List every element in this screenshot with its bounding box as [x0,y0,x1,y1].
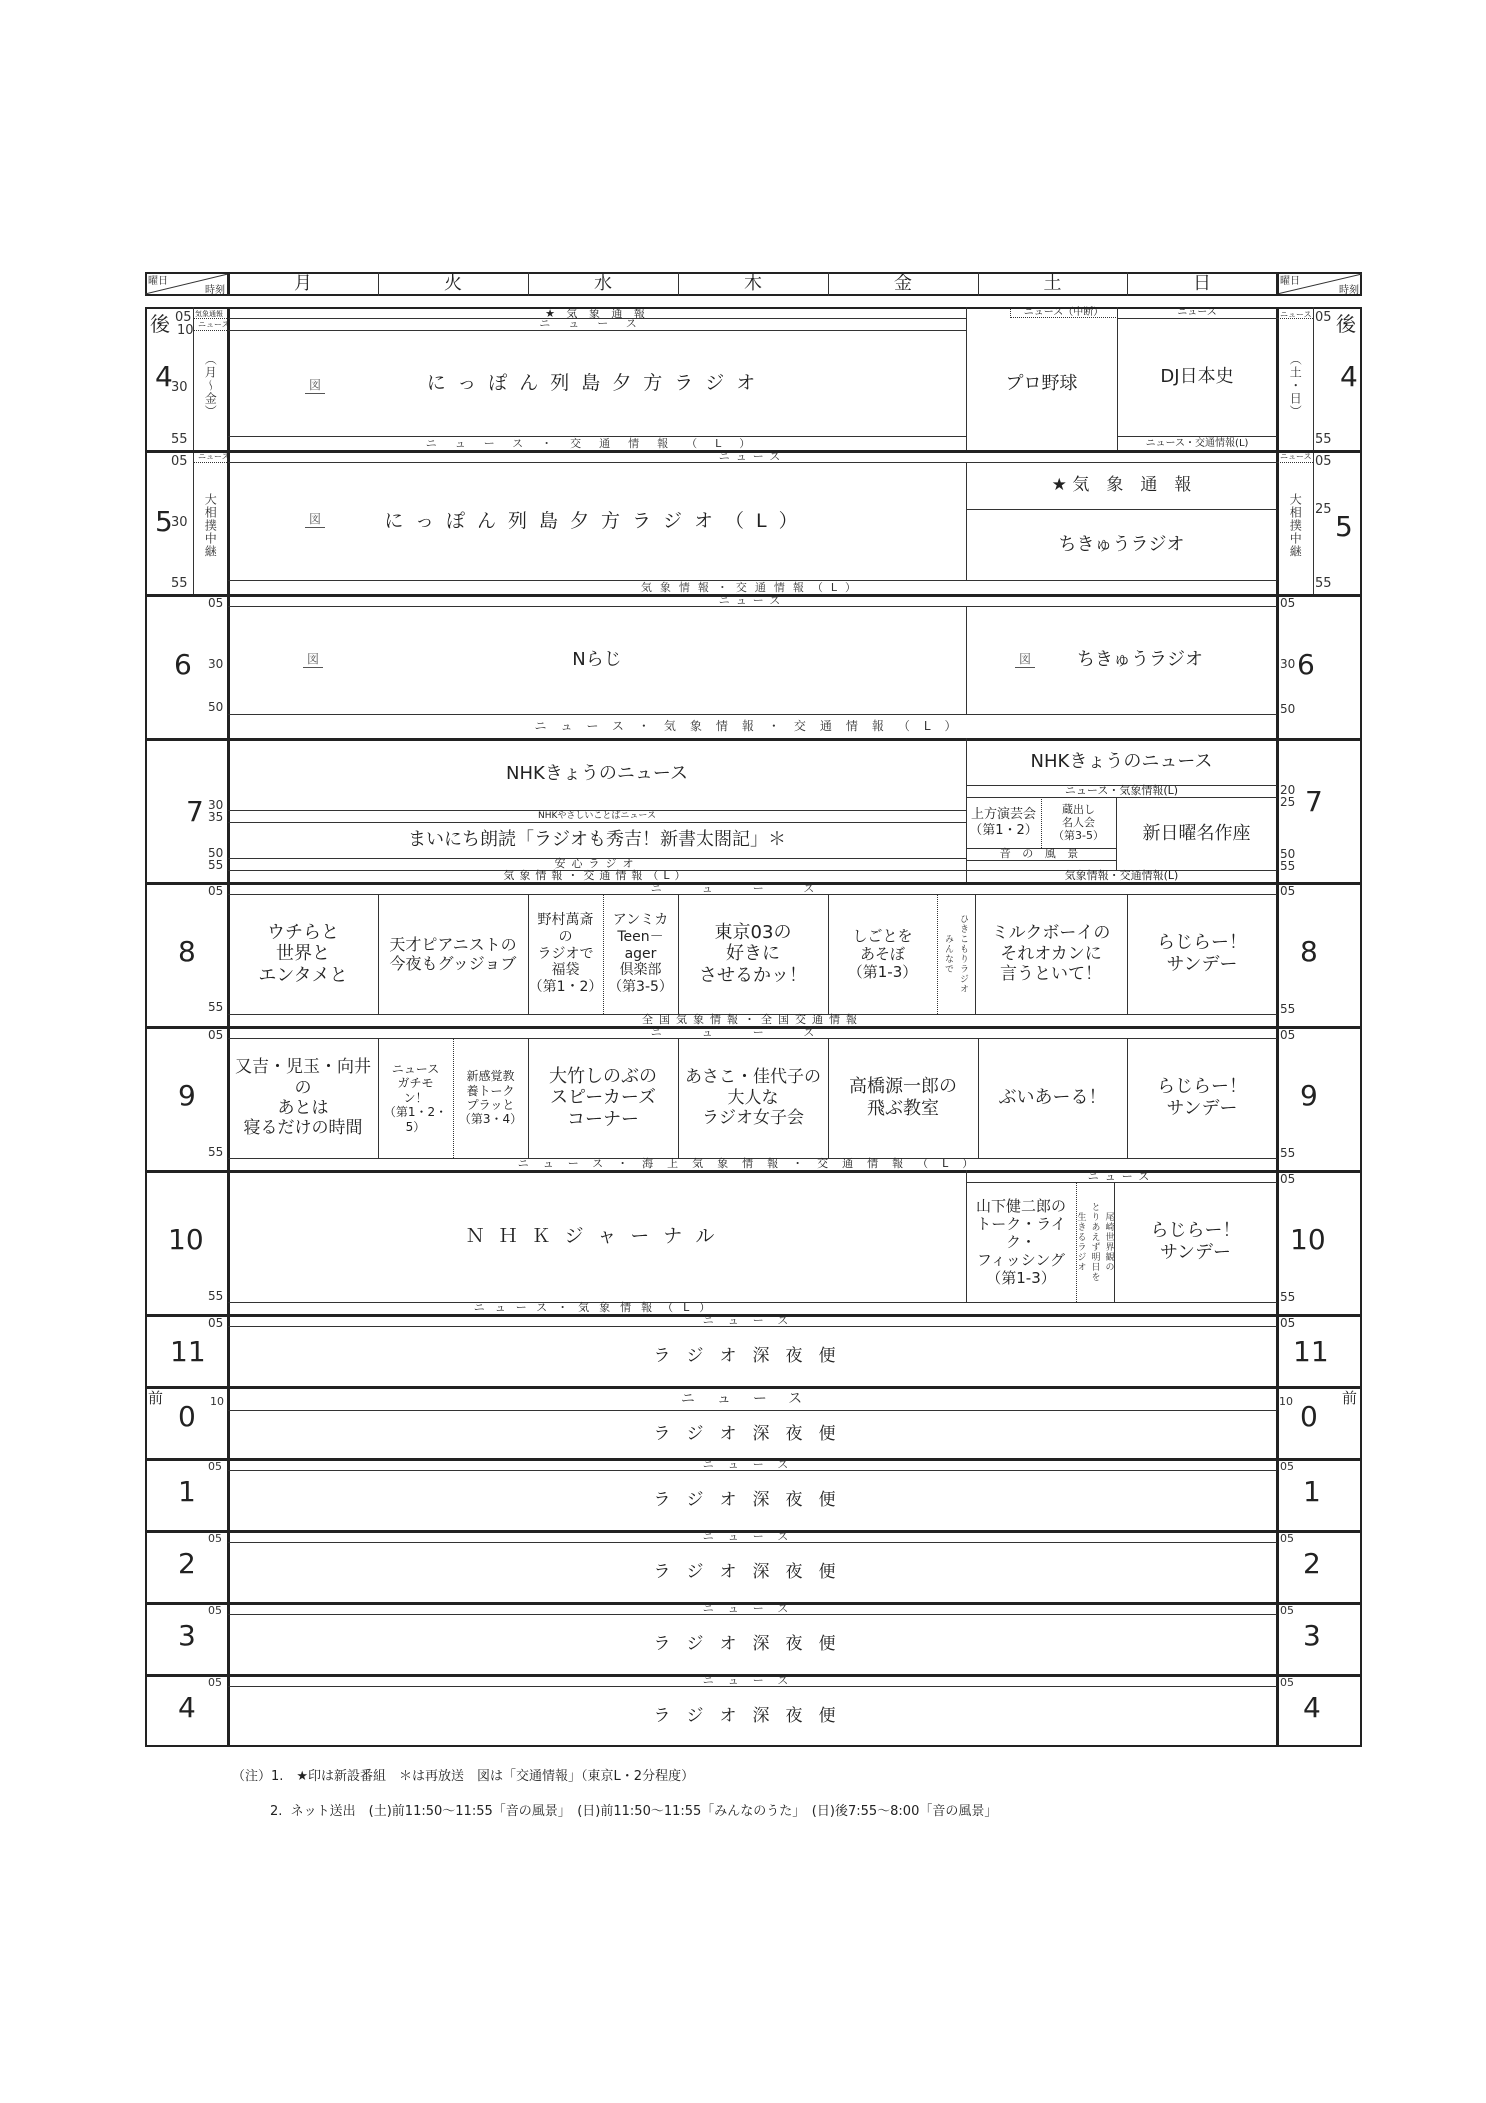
news-label: ニュース [198,452,230,461]
program-news-gachimon: ニュース ガチモ ン！ （第1・2・5） [383,1062,448,1134]
minute-label: 50 [208,700,224,714]
program-n-raji: Nらじ [572,649,622,671]
hour-label-1: 1 [178,1475,196,1508]
minute-label: 55 [208,858,224,872]
program-easy-news: NHKやさしいことばニュース [538,810,656,821]
program-kuradashi-meijinkai: 蔵出し 名人会 （第3-5） [1053,802,1104,843]
news-1: ニュース [702,1457,803,1471]
minute-label: 30 [208,798,224,812]
weekend-weather-report: ★ 気 象 通 報 [1051,475,1192,496]
traffic-info-icon: 図 [305,510,325,528]
minute-label: 05 [175,310,192,325]
minute-label: 25 [1315,502,1332,517]
minute-label: 05 [208,1532,222,1545]
minute-label: 30 [171,380,188,395]
program-oto-no-fukei: 音 の 風 景 [999,847,1083,861]
weather-traffic-5: 気象情報・交通情報（L） [640,580,865,594]
hour-label-11: 11 [170,1335,206,1368]
hour-label-6-right: 6 [1297,648,1315,681]
program-anshin-radio: 安心ラジオ [554,857,640,871]
program-radio-shinyabin-4: ラジオ深夜便 [653,1705,852,1726]
news-label: ニュース [1280,452,1312,461]
hour-label-3: 3 [178,1619,196,1652]
sun-news-traffic: ニュース・交通情報(L) [1145,437,1249,449]
program-nhk-kyo-news-weekend: NHKきょうのニュース [1030,750,1213,772]
weekday-news-traffic: ニュース・交通情報（L） [425,436,769,450]
program-takahashi-genichiro: 高橋源一郎の 飛ぶ教室 [849,1076,957,1119]
program-matayoshi-kodama-mukai: 又吉・児玉・向井 の あとは 寝るだけの時間 [235,1057,371,1139]
day-header-sun: 日 [1193,273,1211,295]
program-shigoto-wo-asobo: しごとを あそぼ （第1-3） [847,927,918,981]
program-milkboy: ミルクボーイの それオカンに 言うといて！ [991,923,1111,985]
minute-label: 55 [1280,1146,1296,1160]
traffic-info-icon: 図 [303,650,323,668]
hour-label-4-right: 4 [1340,360,1358,393]
minute-label: 05 [1280,884,1296,898]
hour-label-2: 2 [178,1547,196,1580]
weather-traffic-7-weekend: 気象情報・交通情報(L) [1064,869,1179,883]
program-radio-shinyabin-2: ラジオ深夜便 [653,1561,852,1582]
minute-label: 05 [208,1316,224,1330]
hour-label-4: 4 [155,360,173,393]
minute-label: 55 [171,432,188,447]
news-0: ニュース [680,1390,825,1407]
news-2: ニュース [702,1529,803,1543]
minute-label: 05 [1280,1028,1296,1042]
hour-label-2-right: 2 [1303,1547,1321,1580]
program-radio-shinyabin-3: ラジオ深夜便 [653,1633,852,1654]
day-header-mon: 月 [294,273,312,295]
weekday-weather-label: 気象通報 [195,310,223,318]
news-weather-traffic-6: ニュース・気象情報・交通情報（L） [534,718,971,733]
minute-label: 05 [1280,1172,1296,1186]
day-header-thu: 木 [744,273,762,295]
program-chikyu-radio-5: ちきゅうラジオ [1058,533,1185,555]
hour-label-10-right: 10 [1290,1223,1326,1256]
program-rajira-sunday-10: らじらー！ サンデー [1150,1220,1241,1263]
program-chikyu-radio-6: ちきゅうラジオ [1077,649,1203,671]
hour-label-8-right: 8 [1300,935,1318,968]
minute-label: 05 [208,884,224,898]
minute-label: 55 [208,1289,224,1303]
minute-label: 30 [208,657,224,671]
program-rajira-sunday-8: らじらー！ サンデー [1157,932,1247,975]
hour-label-10: 10 [168,1223,204,1256]
minute-label: 05 [1315,454,1332,469]
program-title-part: 尾崎世界観の [1103,1212,1114,1272]
news-6: ニュース [718,593,787,607]
minute-label: 55 [171,576,188,591]
program-nhk-journal: ＮＨＫジャーナル [465,1224,729,1247]
weather-traffic-7-weekday: 気象情報・交通情報（L） [503,869,691,883]
minute-label: 05 [208,1460,222,1473]
day-header-sat: 土 [1043,273,1062,295]
weekday-news: ニュース [539,317,655,331]
minute-label: 50 [208,846,224,860]
program-mainichi-rodoku: まいにち朗読「ラジオも秀吉！新書太閤記」＊ [408,829,786,851]
program-radio-shinyabin-11: ラジオ深夜便 [653,1345,852,1366]
hour-label-4am-right: 4 [1303,1691,1321,1724]
hour-label-8: 8 [178,935,196,968]
traffic-info-icon: 図 [305,376,325,394]
corner-label-time: 時刻 [205,285,225,296]
program-nomura-mansai: 野村萬斎 の ラジオで 福袋 （第1・2） [528,912,603,996]
minute-label: 30 [1280,657,1296,671]
traffic-info-icon: 図 [1015,650,1035,668]
minute-label: 05 [1280,1532,1294,1545]
corner-cell-left [145,272,228,296]
news-5: ニュース [718,449,787,463]
sumo-broadcast-right: 大相撲中継 [1288,492,1303,558]
minute-label: 55 [208,1145,224,1159]
news-9: ニュース [650,1025,855,1039]
minute-label: 05 [1280,596,1296,610]
program-kamigata-engeikai: 上方演芸会 （第1・2） [969,806,1038,838]
hour-label-4-am: 4 [178,1691,196,1724]
program-title-part: ひきこもりラジオ [958,914,968,994]
news-10-weekend: ニュース [1087,1169,1156,1183]
am-label-left: 前 [148,1389,164,1407]
minute-label: 05 [208,1028,224,1042]
hour-label-11-right: 11 [1293,1335,1329,1368]
minute-label: 35 [208,810,224,824]
minute-label: 05 [1280,1604,1294,1617]
hour-label-3-right: 3 [1303,1619,1321,1652]
corner-cell-right [1277,272,1362,296]
program-title-part: とりあえず明日を [1089,1202,1100,1282]
program-shinkankaku-kyoyo-talk: 新感覚教 養トーク プラッと （第3・4） [458,1069,523,1127]
national-weather-traffic-8: 全国気象情報・全国交通情報 [642,1013,863,1027]
hour-label-0: 0 [178,1400,196,1433]
program-shin-nichiyo-meisakuza: 新日曜名作座 [1142,822,1251,844]
minute-label: 55 [208,1000,224,1014]
weekend-news-label: ニュース [1280,310,1312,319]
hour-label-7: 7 [186,795,204,828]
program-nippon-yugata: にっぽん列島夕方ラジオ [426,371,768,394]
minute-label: 10 [1279,1395,1293,1408]
program-anmika-teenager: アンミカ Teen－ ager 倶楽部 （第3-5） [608,912,673,996]
news-4am: ニュース [702,1673,803,1687]
minute-label: 50 [1280,702,1296,716]
hour-label-9: 9 [178,1079,196,1112]
program-nhk-kyo-news-weekday: NHKきょうのニュース [506,763,688,785]
minute-label: 30 [171,515,188,530]
minute-label: 10 [210,1395,224,1408]
minute-label: 50 [1280,847,1296,861]
corner-label-day: 曜日 [148,276,168,287]
program-vr: ぶいあーる！ [998,1087,1107,1109]
note-line-2: 2. ネット送出 (土)前11:50〜11:55「音の風景」 (日)前11:50〜11:55「みんなのうた」 (日)後7:55〜8:00「音の風景」 [270,1804,998,1819]
minute-label: 05 [1280,1460,1294,1473]
news-weather-10: ニュース・気象情報（L） [473,1301,721,1315]
news-weather-7-weekend: ニュース・気象情報(L) [1064,784,1179,798]
minute-label: 55 [1280,1290,1296,1304]
news-3: ニュース [702,1601,803,1615]
program-tokyo03: 東京03の 好きに させるかッ！ [699,921,807,986]
minute-label: 55 [1280,859,1296,873]
hour-label-0-right: 0 [1300,1400,1318,1433]
sat-news-interrupt: ニュース（中断） [1010,308,1116,318]
minute-label: 05 [208,1676,222,1689]
weekday-news-label: ニュース [198,320,230,329]
minute-label: 05 [171,454,188,469]
hour-label-5-right: 5 [1335,510,1353,543]
minute-label: 05 [1280,1676,1294,1689]
day-header-wed: 水 [594,273,612,295]
program-uchira-to-sekai: ウチらと 世界と エンタメと [258,921,348,986]
program-asako-kayoko: あさこ・佳代子の 大人な ラジオ女子会 [685,1067,821,1129]
program-pro-baseball: プロ野球 [1005,373,1078,395]
program-radio-shinyabin-0: ラジオ深夜便 [653,1423,852,1444]
minute-label: 25 [1280,795,1296,809]
minute-label: 05 [208,1604,222,1617]
program-title-part: 生きるラジオ [1075,1212,1086,1272]
sumo-broadcast-left: 大相撲中継 [203,492,218,558]
program-yamashita-kenjiro: 山下健二郎の トーク・ライク・ フィッシング （第1-3） [975,1197,1066,1287]
program-nippon-yugata-live: にっぽん列島夕方ラジオ（L） [384,509,810,532]
minute-label: 05 [1280,1316,1296,1330]
day-header-tue: 火 [444,273,462,295]
weekday-range-label: （月〜金） [203,352,218,418]
news-11: ニュース [702,1313,803,1327]
pm-label-right: 後 [1336,312,1356,336]
pm-label-left: 後 [150,312,170,336]
minute-label: 55 [1315,576,1332,591]
hour-label-5: 5 [155,505,173,538]
program-otake-shinobu: 大竹しのぶの スピーカーズ コーナー [549,1065,657,1130]
program-dj-nihonshi: DJ日本史 [1160,366,1234,388]
program-radio-shinyabin-1: ラジオ深夜便 [653,1489,852,1510]
minute-label: 55 [1280,1002,1296,1016]
am-label-right: 前 [1342,1389,1358,1407]
weekend-range-label: （土・日） [1288,352,1303,418]
program-rajira-sunday-9: らじらー！ サンデー [1157,1076,1247,1119]
hour-label-9-right: 9 [1300,1079,1318,1112]
minute-label: 05 [208,596,224,610]
hour-label-7-right: 7 [1305,785,1323,818]
minute-label: 10 [177,323,194,338]
sun-news: ニュース [1177,307,1217,318]
minute-label: 20 [1280,783,1296,797]
note-line-1: （注）1. ★印は新設番組 ＊は再放送 図は「交通情報」（東京L・2分程度） [232,1769,695,1784]
program-minnade-hikikomori-radio [937,894,975,1014]
news-8: ニュース [650,881,855,895]
news-marine-weather-traffic-9: ニュース・海上気象情報・交通情報（L） [517,1157,988,1171]
day-header-fri: 金 [894,273,912,295]
corner-label-day: 曜日 [1280,276,1300,287]
hour-label-6: 6 [174,648,192,681]
program-tensai-pianist: 天才ピアニストの 今夜もグッジョブ [389,934,517,973]
minute-label: 55 [1315,432,1332,447]
weekday-weather-report: ★ 気 象 通 報 [545,306,649,320]
program-ozaki-sekaikan [1076,1182,1114,1302]
hour-label-1-right: 1 [1303,1475,1321,1508]
program-title-part: みんなで [943,934,953,974]
corner-label-time: 時刻 [1339,285,1359,296]
minute-label: 05 [1315,310,1332,325]
